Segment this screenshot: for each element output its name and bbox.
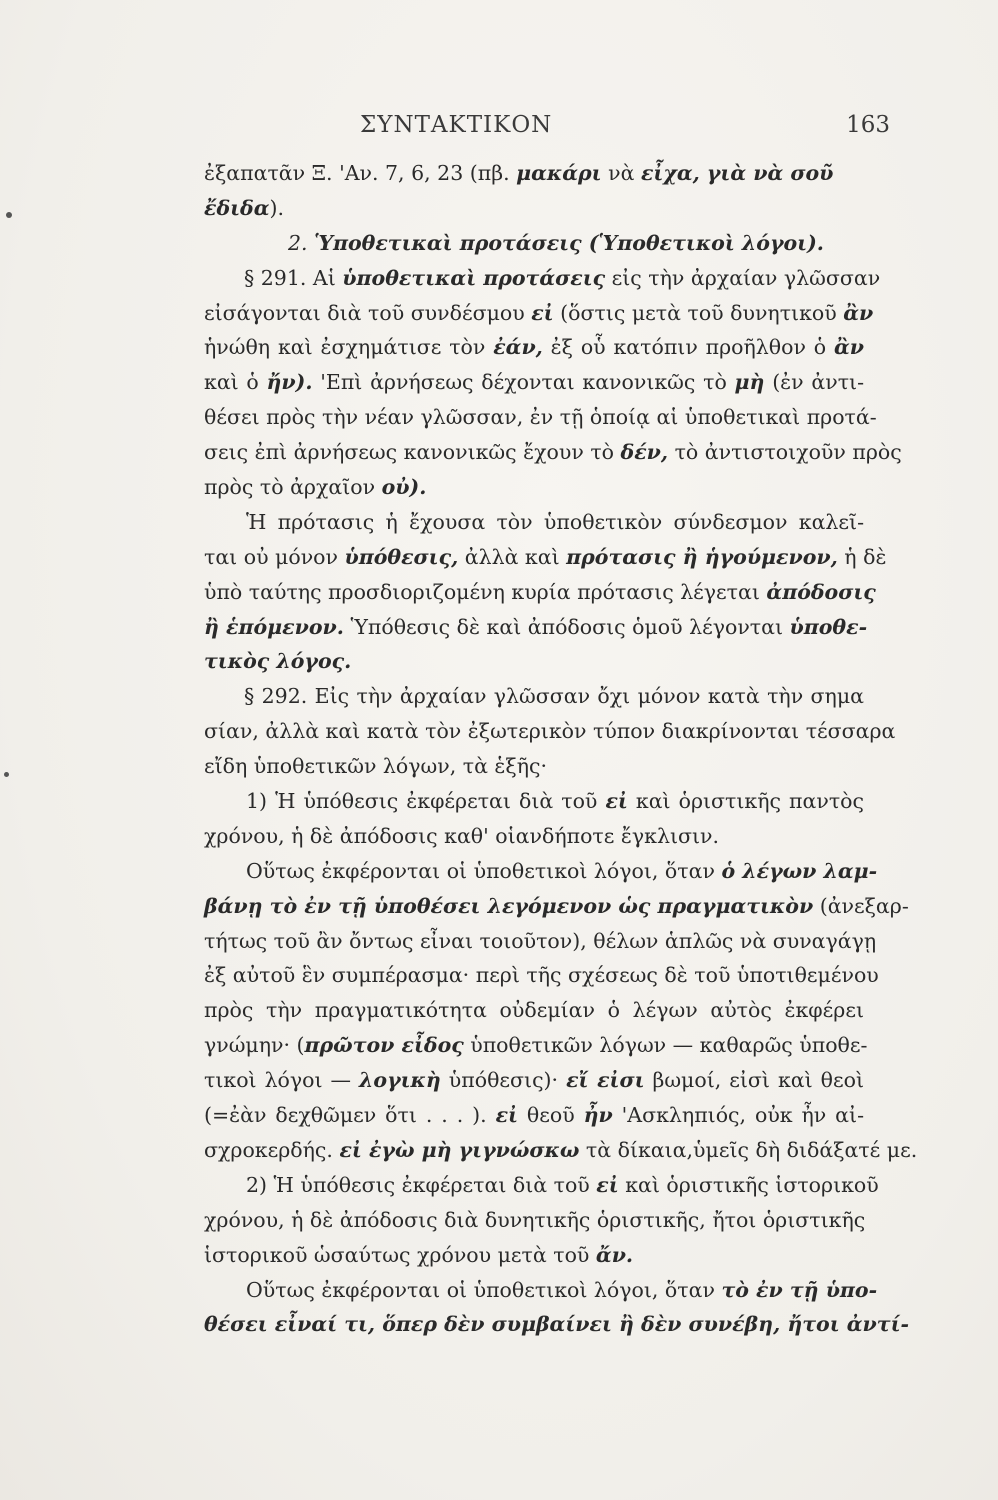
margin-speck [6, 212, 12, 218]
page-body [204, 156, 918, 1342]
text-line: ἱστορικοῦ ὡσαύτως χρόνου μετὰ τοῦ ἄν. [204, 1242, 634, 1267]
section-heading: 2. Ὑποθετικαὶ προτάσεις (Ὑποθετικοὶ λόγοι). [288, 230, 824, 255]
text-line: σίαν, ἀλλὰ καὶ κατὰ τὸν ἐξωτερικὸν τύπον διακρίνονται τέσσαρα [204, 719, 896, 744]
text-line: πρὸς τὴν πραγματικότητα οὐδεμίαν ὁ λέγων αὐτὸς ἐκφέρει [204, 998, 864, 1023]
margin-speck [4, 772, 9, 777]
text-line: ἡνώθη καὶ ἐσχημάτισε τὸν ἐάν, ἐξ οὗ κατόπιν προῆλθον ὁ ἂν [204, 335, 864, 360]
text-line: εἴδη ὑποθετικῶν λόγων, τὰ ἑξῆς· [204, 754, 547, 779]
text-line: Ἡ πρότασις ἡ ἔχουσα τὸν ὑποθετικὸν σύνδεσμον καλεῖ- [246, 509, 864, 534]
text-line: Οὕτως ἐκφέρονται οἱ ὑποθετικοὶ λόγοι, ὅταν ὁ λέγων λαμ- [246, 858, 878, 883]
running-title: ΣΥΝΤΑΚΤΙΚΟΝ [360, 112, 553, 138]
text-line: καὶ ὁ ἤν). 'Επὶ ἀρνήσεως δέχονται κανονικῶς τὸ μὴ (ἐν ἀντι- [204, 370, 864, 395]
text-line: 2) Ἡ ὑπόθεσις ἐκφέρεται διὰ τοῦ εἰ καὶ ὁριστικῆς ἱστορικοῦ [246, 1172, 879, 1197]
text-line: ἐξ αὐτοῦ ἓν συμπέρασμα· περὶ τῆς σχέσεως δὲ τοῦ ὑποτιθεμένου [204, 963, 879, 988]
text-line: τικοὶ λόγοι — λογικὴ ὑπόθεσις)· εἴ εἰσι βωμοί, εἰσὶ καὶ θεοὶ [204, 1068, 864, 1093]
text-line: χρόνου, ἡ δὲ ἀπόδοσις καθ' οἱανδήποτε ἔγκλισιν. [204, 823, 720, 848]
text-line: ται οὐ μόνον ὑπόθεσις, ἀλλὰ καὶ πρότασις ἢ ἡγούμενον, ἡ δὲ [204, 544, 887, 569]
text-line: Οὕτως ἐκφέρονται οἱ ὑποθετικοὶ λόγοι, ὅταν τὸ ἐν τῇ ὑπο- [246, 1277, 878, 1302]
text-line: πρὸς τὸ ἀρχαῖον οὐ). [204, 475, 427, 500]
text-line: τήτως τοῦ ἂν ὄντως εἶναι τοιοῦτον), θέλων ἁπλῶς νὰ συναγάγῃ [204, 928, 877, 953]
text-line: (=ἐὰν δεχθῶμεν ὅτι . . . ). εἰ θεοῦ ἦν 'Ασκληπιός, οὐκ ἦν αἰ- [204, 1103, 864, 1128]
text-line: βάνῃ τὸ ἐν τῇ ὑποθέσει λεγόμενον ὡς πραγματικὸν (ἀνεξαρ- [204, 893, 909, 918]
page-header [300, 112, 890, 142]
text-line: ὑπὸ ταύτης προσδιοριζομένη κυρία πρότασις λέγεται ἀπόδοσις [204, 579, 876, 604]
text-line: χρόνου, ἡ δὲ ἀπόδοσις διὰ δυνητικῆς ὁριστικῆς, ἤτοι ὁριστικῆς [204, 1207, 866, 1232]
text-line: τικὸς λόγος. [204, 649, 352, 674]
text-line: ἢ ἑπόμενον. Ὑπόθεσις δὲ καὶ ἀπόδοσις ὁμοῦ λέγονται ὑποθε- [204, 614, 868, 639]
text-line: § 292. Εἰς τὴν ἀρχαίαν γλῶσσαν ὄχι μόνον κατὰ τὴν σημα [244, 684, 864, 709]
text-line: θέσει εἶναί τι, ὅπερ δὲν συμβαίνει ἢ δὲν συνέβη, ἤτοι ἀντί- [204, 1312, 909, 1337]
text-line: § 291. Αἱ ὑποθετικαὶ προτάσεις εἰς τὴν ἀρχαίαν γλῶσσαν [244, 265, 881, 290]
text-line: ἐξαπατᾶν Ξ. 'Αν. 7, 6, 23 (πβ. μακάρι νὰ εἶχα, γιὰ νὰ σοῦ [204, 161, 834, 185]
text-line: θέσει πρὸς τὴν νέαν γλῶσσαν, ἐν τῇ ὁποίᾳ αἱ ὑποθετικαὶ προτά- [204, 405, 877, 430]
text-line: σχροκερδής. εἰ ἐγὼ μὴ γιγνώσκω τὰ δίκαια,ὑμεῖς δὴ διδάξατέ με. [204, 1137, 918, 1162]
text-line: εἰσάγονται διὰ τοῦ συνδέσμου εἰ (ὅστις μετὰ τοῦ δυνητικοῦ ἂν [204, 300, 874, 325]
text-line: ἔδιδα). [204, 195, 285, 220]
text-line: γνώμην· (πρῶτον εἶδος ὑποθετικῶν λόγων — καθαρῶς ὑποθε- [204, 1033, 868, 1058]
text-line: σεις ἐπὶ ἀρνήσεως κανονικῶς ἔχουν τὸ δέν, τὸ ἀντιστοιχοῦν πρὸς [204, 440, 902, 465]
page-number: 163 [846, 112, 890, 138]
text-line: 1) Ἡ ὑπόθεσις ἐκφέρεται διὰ τοῦ εἰ καὶ ὁριστικῆς παντὸς [246, 789, 864, 814]
